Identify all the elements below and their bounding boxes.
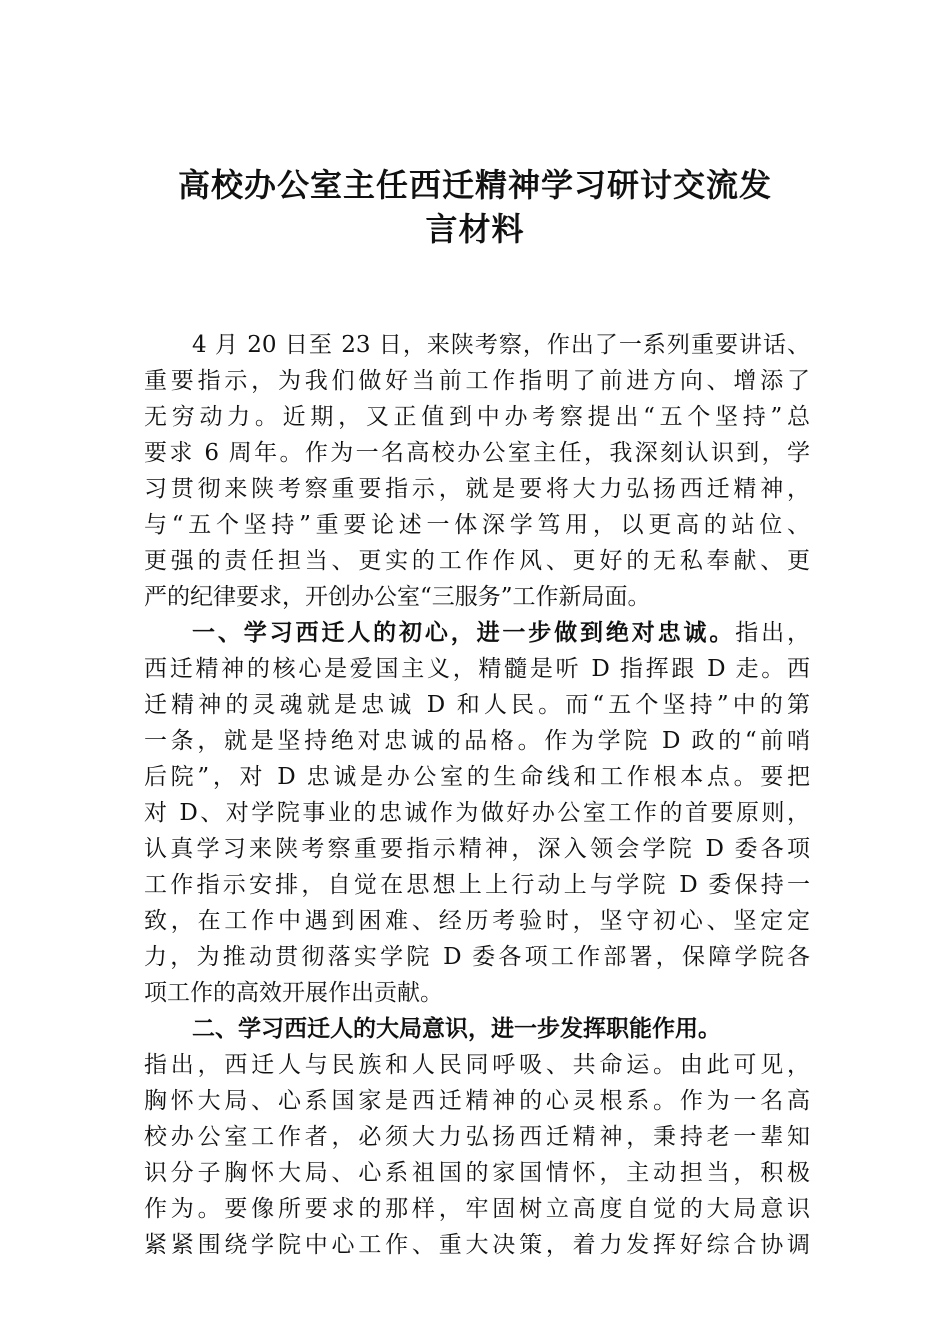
section-1-first-line-text: 指出， xyxy=(735,620,810,646)
section-1-line: 迁精神的灵魂就是忠诚 D 和人民。而“五个坚持”中的第 xyxy=(144,692,810,718)
paragraph-1-line: 严的纪律要求，开创办公室“三服务”工作新局面。 xyxy=(144,584,651,610)
section-1-line: 项工作的高效开展作出贡献。 xyxy=(144,980,443,1006)
section-2-line: 胸怀大局、心系国家是西迁精神的心灵根系。作为一名高 xyxy=(144,1088,810,1114)
paragraph-1-line: 无穷动力。近期，又正值到中办考察提出“五个坚持”总 xyxy=(144,404,810,430)
section-1-line: 工作指示安排，自觉在思想上上行动上与学院 D 委保持一 xyxy=(144,872,810,898)
document-title-line-1: 高校办公室主任西迁精神学习研讨交流发 xyxy=(177,166,772,204)
paragraph-1-line: 4 月 20 日至 23 日，来陕考察，作出了一系列重要讲话、 xyxy=(192,332,810,358)
paragraph-1-line: 重要指示，为我们做好当前工作指明了前进方向、增添了 xyxy=(144,368,810,394)
section-1-line: 致，在工作中遇到困难、经历考验时，坚守初心、坚定定 xyxy=(144,908,810,934)
paragraph-1-line: 要求 6 周年。作为一名高校办公室主任，我深刻认识到，学 xyxy=(144,440,810,466)
section-2-line: 校办公室工作者，必须大力弘扬西迁精神，秉持老一辈知 xyxy=(144,1124,810,1150)
section-2-line: 指出，西迁人与民族和人民同呼吸、共命运。由此可见， xyxy=(144,1052,810,1078)
paragraph-1-line: 更强的责任担当、更实的工作作风、更好的无私奉献、更 xyxy=(144,548,810,574)
section-1-heading: 一、学习西迁人的初心，进一步做到绝对忠诚。 xyxy=(192,620,736,646)
section-1-line: 对 D、对学院事业的忠诚作为做好办公室工作的首要原则， xyxy=(144,800,810,826)
section-1-line: 认真学习来陕考察重要指示精神，深入领会学院 D 委各项 xyxy=(144,836,810,862)
paragraph-1-line: 与“五个坚持”重要论述一体深学笃用，以更高的站位、 xyxy=(144,512,810,538)
document-body xyxy=(144,327,810,1263)
section-2-line: 紧紧围绕学院中心工作、重大决策，着力发挥好综合协调 xyxy=(144,1232,810,1258)
section-1-line: 西迁精神的核心是爱国主义，精髓是听 D 指挥跟 D 走。西 xyxy=(144,656,810,682)
paragraph-1-line: 习贯彻来陕考察重要指示，就是要将大力弘扬西迁精神， xyxy=(144,476,810,502)
section-1-line: 一条，就是坚持绝对忠诚的品格。作为学院 D 政的“前哨 xyxy=(144,728,810,754)
section-2-line: 识分子胸怀大局、心系祖国的家国情怀，主动担当，积极 xyxy=(144,1160,810,1186)
section-1-line: 力，为推动贯彻落实学院 D 委各项工作部署，保障学院各 xyxy=(144,944,810,970)
section-2-heading: 二、学习西迁人的大局意识，进一步发挥职能作用。 xyxy=(192,1016,721,1042)
section-2-heading-line xyxy=(144,1011,810,1047)
section-1-first-line xyxy=(144,615,810,651)
section-1-line: 后院”，对 D 忠诚是办公室的生命线和工作根本点。要把 xyxy=(144,764,810,790)
document-title-line-2: 言材料 xyxy=(425,210,525,248)
section-2-line: 作为。要像所要求的那样，牢固树立高度自觉的大局意识 xyxy=(144,1196,810,1222)
